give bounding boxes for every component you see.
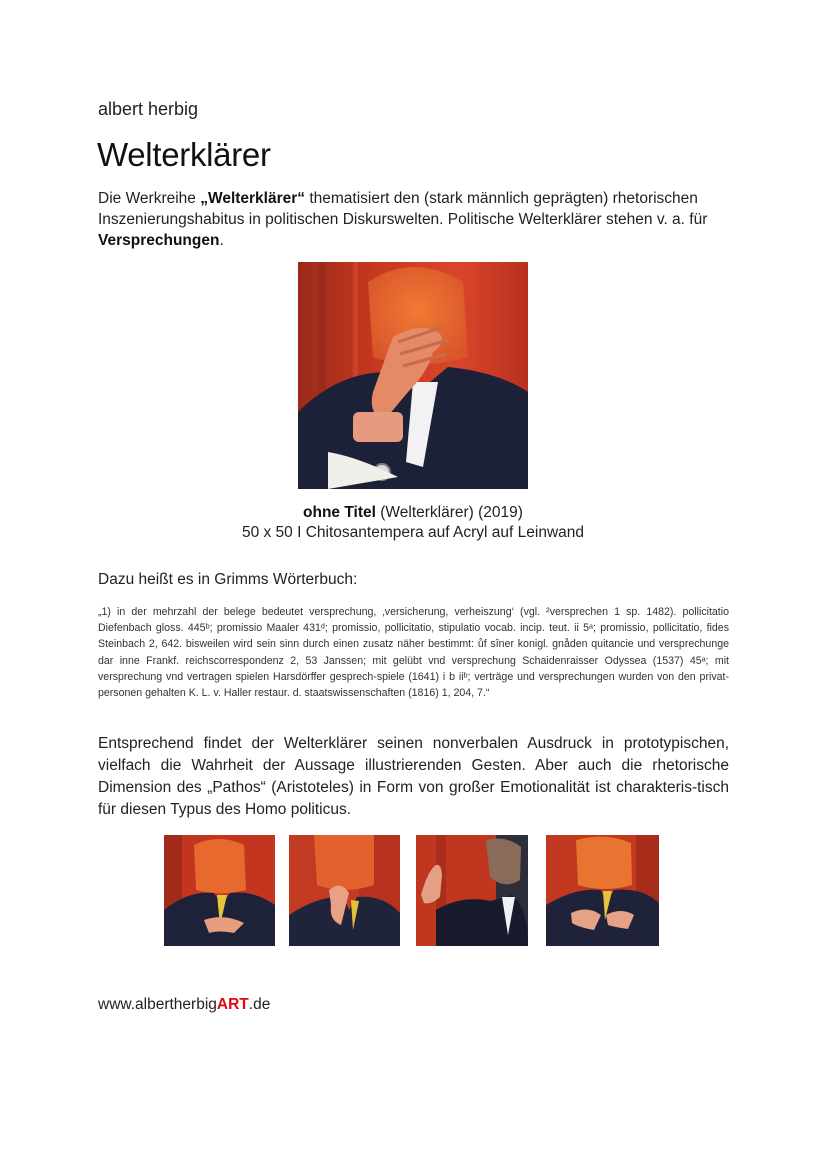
url-suffix: .de xyxy=(248,996,271,1013)
intro-paragraph xyxy=(98,188,738,251)
intro-emphasis: Versprechungen xyxy=(98,232,220,249)
intro-text-1: Die Werkreihe xyxy=(98,190,201,207)
url-highlight: ART xyxy=(216,996,249,1013)
artwork-title: ohne Titel xyxy=(303,504,376,521)
intro-text-3: . xyxy=(219,232,224,249)
artwork-subtitle: (Welterklärer) (2019) xyxy=(375,504,523,521)
artwork-details: 50 x 50 I Chitosantempera auf Acryl auf Leinwand xyxy=(241,524,585,541)
body-paragraph: Entsprechend findet der Welterklärer seinen nonverbalen Ausdruck in prototypischen, vielfach die Wahrheit der Aussage illustrierenden Gesten. Aber auch die rhetorische Dimension des „Pathos“ (Aristoteles) in Form von großer Emotionalität ist charakteris-tisch für diesen Typus des Homo politicus. xyxy=(98,735,729,818)
grimm-quote: „1) in der mehrzahl der belege bedeutet versprechung, ‚versicherung, verheiszung‘ (vgl. ²versprechen 1 sp. 1482). pollicitatio Diefenbach gloss. 445ᵇ; promissio Maaler 431ᵈ; promissio, pollicitatio, stipulatio vocab. incip. teut. ii 5ᵃ; promissio, pollicitatio, fides Steinbach 2, 642. bisweilen wird sein sinn durch einen zusatz näher bestimmt: ůf sîner konigl. gnåden quitancie und versprechunge dar inne Frankf. reichscorrespondenz 2, 53 Janssen; mit gelübt vnd versprechung Schaidenraisser Odyssea (1537) 45ᵃ; mit versprechung vnd vertragen spielen Harsdörffer gesprech-spiele (1641) i b iiᵇ; verträge und versprechungen wurden von den privat-personen gehalten K. L. v. Haller restaur. d. staatswissenschaften (1816) 1, 204, 7.“ xyxy=(98,606,729,700)
main-painting-image xyxy=(298,262,528,489)
author-name: albert herbig xyxy=(98,99,199,119)
thumbnail-painting-1 xyxy=(164,835,275,946)
page-title: Welterklärer xyxy=(97,136,271,173)
website-link[interactable] xyxy=(98,996,270,1014)
series-name: „Welterklärer“ xyxy=(200,190,306,207)
thumbnail-painting-3 xyxy=(416,835,528,946)
url-prefix: www.albertherbig xyxy=(98,996,217,1013)
grimm-intro: Dazu heißt es in Grimms Wörterbuch: xyxy=(98,571,358,588)
thumbnail-painting-2 xyxy=(289,835,400,946)
artwork-caption-title xyxy=(0,504,826,522)
thumbnail-painting-4 xyxy=(546,835,659,946)
intro-text-2: thematisiert den (stark männlich geprägten) rhetorischen Inszenierungshabitus in politischen Diskurswelten. Politische Welterklärer stehen v. a. für xyxy=(98,190,708,228)
